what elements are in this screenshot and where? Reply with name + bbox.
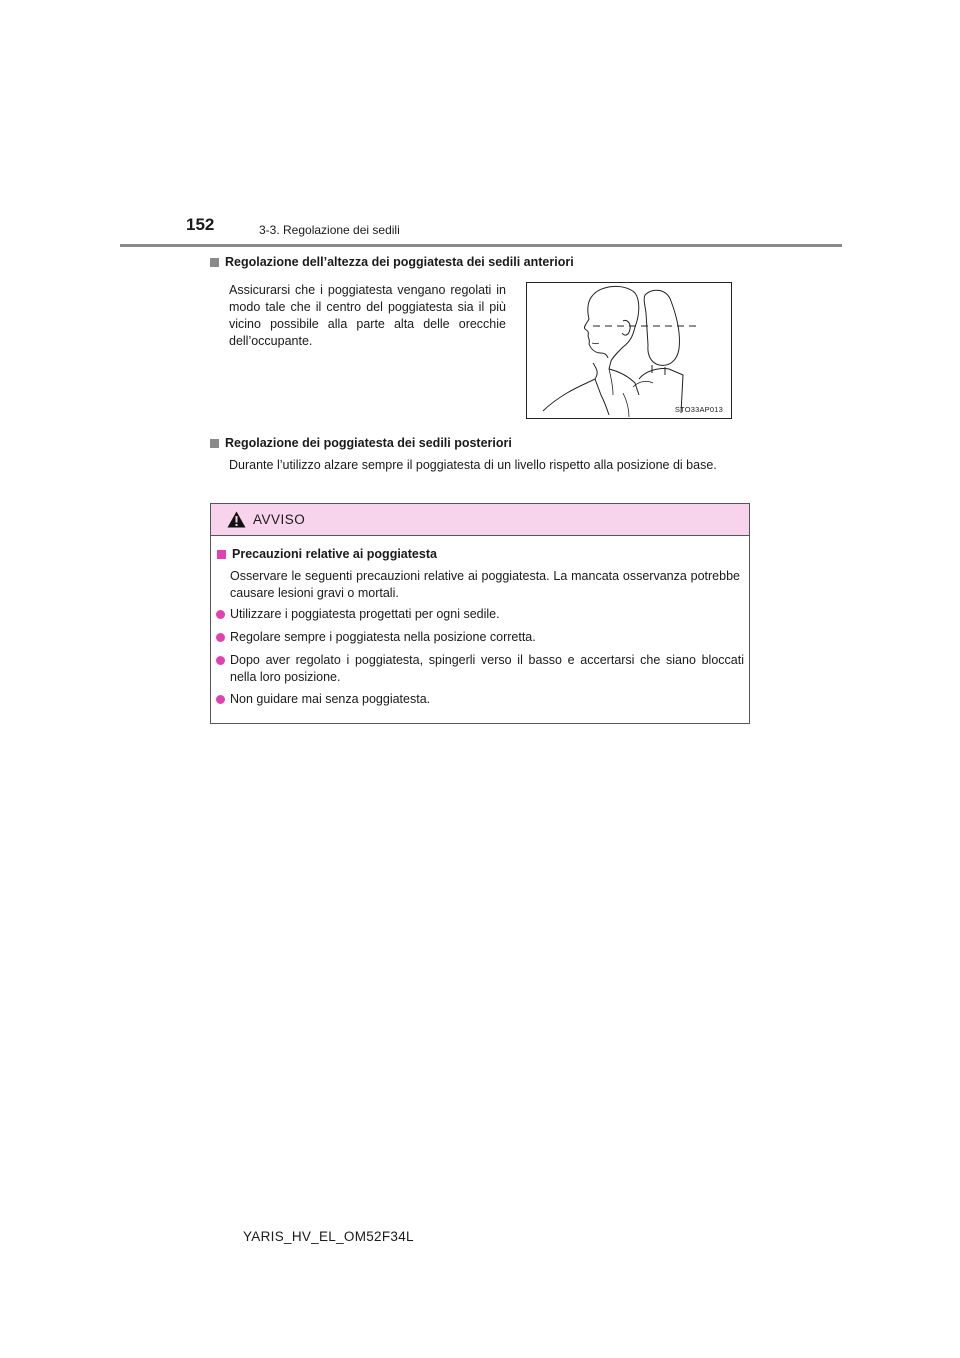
- figure-code: STO33AP013: [674, 405, 723, 414]
- section-heading-front: [210, 255, 574, 269]
- warning-title: AVVISO: [253, 512, 306, 527]
- section-heading-front-text: Regolazione dell’altezza dei poggiatesta dei sedili anteriori: [225, 255, 574, 269]
- warning-bullet: [216, 629, 744, 646]
- warning-bullet: [216, 691, 744, 708]
- warning-triangle-icon: [227, 511, 246, 528]
- warning-intro: Osservare le seguenti precauzioni relative ai poggiatesta. La mancata osservanza potrebbe causare lesioni gravi o mortali.: [230, 569, 740, 600]
- page-number: 152: [186, 215, 215, 234]
- bullet-dot-icon: [216, 610, 225, 619]
- warning-heading-text: Precauzioni relative ai poggiatesta: [232, 547, 437, 561]
- bullet-dot-icon: [216, 633, 225, 642]
- headrest-illustration: [526, 282, 732, 419]
- warning-box: [210, 503, 750, 724]
- headrest-diagram-svg: [527, 283, 731, 418]
- warning-bullet: [216, 606, 744, 623]
- chapter-title: 3-3. Regolazione dei sedili: [259, 223, 400, 237]
- warning-header: [211, 504, 749, 536]
- bullet-dot-icon: [216, 695, 225, 704]
- warning-bullet-text: Regolare sempre i poggiatesta nella posizione corretta.: [230, 630, 536, 644]
- header-divider: [120, 244, 842, 247]
- footer-doc-code: YARIS_HV_EL_OM52F34L: [243, 1229, 414, 1244]
- square-bullet-icon: [210, 258, 219, 267]
- warning-bullet-text: Non guidare mai senza poggiatesta.: [230, 692, 431, 706]
- square-bullet-icon: [210, 439, 219, 448]
- bullet-dot-icon: [216, 656, 225, 665]
- section-heading-rear-text: Regolazione dei poggiatesta dei sedili posteriori: [225, 436, 512, 450]
- section-heading-rear: [210, 436, 512, 450]
- section-front-body: Assicurarsi che i poggiatesta vengano regolati in modo tale che il centro del poggiatesta sia il più vicino possibile alla parte alta delle orecchie dell’occupante.: [229, 283, 506, 348]
- warning-heading: [217, 547, 437, 561]
- section-rear-body: Durante l’utilizzo alzare sempre il poggiatesta di un livello rispetto alla posizione di base.: [229, 458, 717, 472]
- warning-bullet: [216, 652, 744, 686]
- warning-bullet-text: Dopo aver regolato i poggiatesta, spingerli verso il basso e accertarsi che siano bloccati nella loro posizione.: [230, 653, 744, 684]
- square-bullet-icon: [217, 550, 226, 559]
- warning-bullet-text: Utilizzare i poggiatesta progettati per ogni sedile.: [230, 607, 500, 621]
